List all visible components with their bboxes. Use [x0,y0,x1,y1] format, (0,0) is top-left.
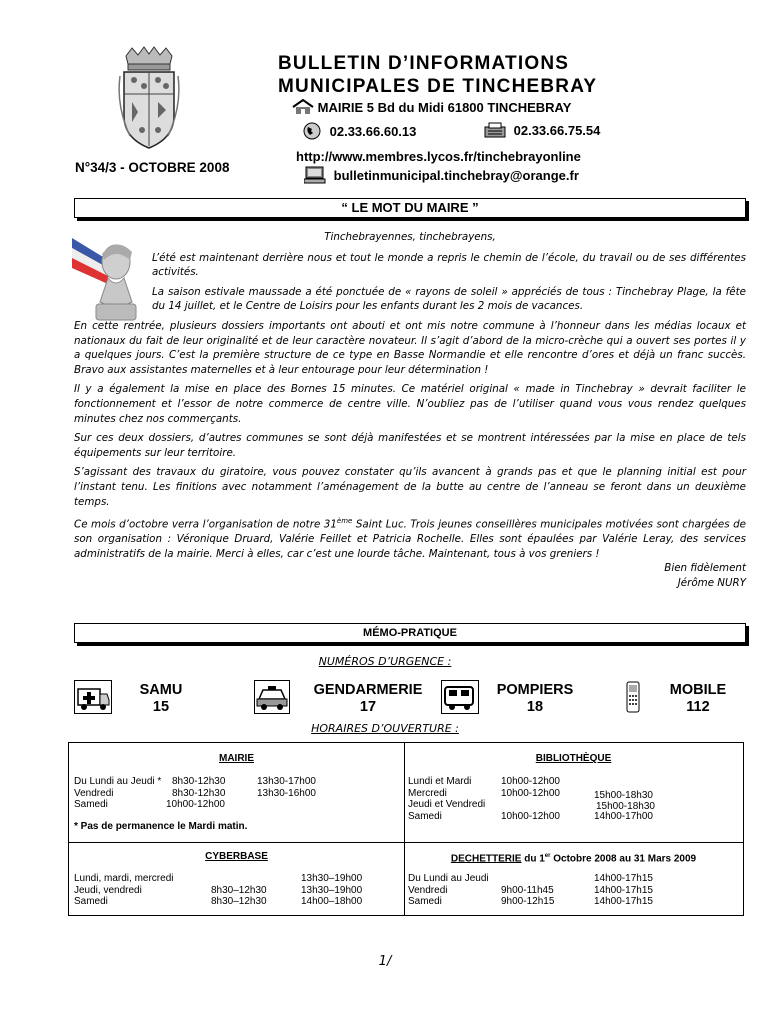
mot-du-maire-heading: “ LE MOT DU MAIRE ” [74,198,746,218]
paragraph-5: Sur ces deux dossiers, d’autres communes se sont déjà manifestées et se montrent intéressées par la mise en place de tels équipements sur leur territoire. [74,432,746,459]
bibliotheque-schedule: Lundi et Mardi 10h00-12h00 Mercredi 10h00-12h00 15h00-18h30 Jeudi et Vendredi 15h00-18h30 Samedi 10h00-12h00 14h00-17h00 [408,776,655,822]
greeting: Tinchebrayennes, tinchebrayens, [324,231,496,243]
ambulance-icon [74,680,112,714]
paragraph-3: En cette rentrée, plusieurs dossiers importants ont abouti et ont mis notre commune à l’honneur dans les médias locaux et nationaux du fait de leur originalité et de leur caractère novateur. Il s’agit d’abord de la micro-crèche qui a ouvert ses portes il y a quelques jours. C’est la première structure de ce type en Basse Normandie et elle rencontre d’ores et déjà un franc succès. Bravo aux assistantes maternelles et à leur entourage pour leur détermination ! [74,319,746,376]
phone-line: 02.33.66.60.13 [302,122,416,143]
paragraph-1: L’été est maintenant derrière nous et tout le monde a repris le chemin de l’école, du travail ou de ses différentes activités. [152,251,746,279]
issue-number: N°34/3 - OCTOBRE 2008 [75,160,230,175]
urgence-title: NUMÉROS D’URGENCE : [318,655,452,668]
mairie-title: MAIRIE [219,753,254,764]
cyberbase-title: CYBERBASE [205,851,268,862]
pompiers-label: POMPIERS 18 [496,682,574,715]
dechetterie-schedule: Du Lundi au Jeudi 14h00-17h15 Vendredi 9h00-11h45 14h00-17h15 Samedi 9h00-12h15 14h00-17h15 [408,873,653,907]
mairie-note: * Pas de permanence le Mardi matin. [74,821,248,832]
website-link[interactable]: http://www.membres.lycos.fr/tinchebrayonline [296,149,581,164]
phone-icon [302,122,322,143]
gendarmerie-label: GENDARMERIE 17 [313,682,423,715]
computer-icon [304,166,326,187]
address-line: MAIRIE 5 Bd du Midi 61800 TINCHEBRAY [292,99,571,118]
paragraph-4: Il y a également la mise en place des Bornes 15 minutes. Ce matériel original « made in Tinchebray » devrait faciliter le fonctionnement et l’essor de notre commerce de centre ville. N’oubliez pas de l’utiliser quand vous vous rendez quelques minutes chez nos commerçants. [74,383,746,425]
signature-name: Jérôme NURY [677,576,746,589]
samu-label: SAMU 15 [139,682,183,715]
memo-pratique-heading: MÉMO-PRATIQUE [74,623,746,643]
page-title: BULLETIN D’INFORMATIONS MUNICIPALES DE TINCHEBRAY [278,53,598,97]
mobile-label: MOBILE 112 [669,682,727,715]
bibliotheque-title: BIBLIOTHÈQUE [535,753,612,764]
page-number: 1/ [378,954,392,969]
fax-icon [484,122,506,141]
fire-truck-icon [441,680,479,714]
mairie-schedule: Du Lundi au Jeudi * 8h30-12h30 13h30-17h00 Vendredi 8h30-12h30 13h30-16h00 Samedi 10h00-12h00 [74,776,316,810]
dechetterie-title: DECHETTERIE du 1er Octobre 2008 au 31 Mars 2009 [450,853,697,865]
paragraph-6: S’agissant des travaux du giratoire, vous pouvez constater qu’ils avancent à grands pas et que le planning initial est pour l’instant tenu. Les finitions avec notamment l’aménagement de la butte au centre de l’anneau se feront dans un deuxième temps. [74,466,746,508]
cyberbase-schedule: Lundi, mardi, mercredi 13h30–19h00 Jeudi, vendredi 8h30–12h30 13h30–19h00 Samedi 8h30–12h30 14h00–18h00 [74,873,363,907]
house-icon [292,99,314,118]
horaires-title: HORAIRES D’OUVERTURE : [311,722,459,735]
police-car-icon [254,680,290,714]
coat-of-arms-logo [118,46,180,156]
paragraph-7: Ce mois d’octobre verra l’organisation de notre 31ème Saint Luc. Trois jeunes conseillères municipales motivées sont chargées de son organisation : Véronique Druard, Valérie Feillet et Patricia Rochelle. Elles sont épaulées par Valérie Leray, des services administratifs de la mairie. Merci à elles, car c’est une lourde tâche. Maintenant, tous à vos greniers ! [74,517,746,560]
email-line[interactable]: bulletinmunicipal.tinchebray@orange.fr [304,166,579,187]
signature-line-1: Bien fidèlement [664,562,746,575]
mobile-phone-icon [622,680,644,714]
fax-line: 02.33.66.75.54 [484,122,600,141]
paragraph-2: La saison estivale maussade a été ponctuée de « rayons de soleil » appréciés de tous : Tinchebray Plage, la fête du 14 juillet, et le Centre de Loisirs pour les enfants durant les 2 mois de vacances. [152,285,746,313]
hours-table [68,742,744,916]
